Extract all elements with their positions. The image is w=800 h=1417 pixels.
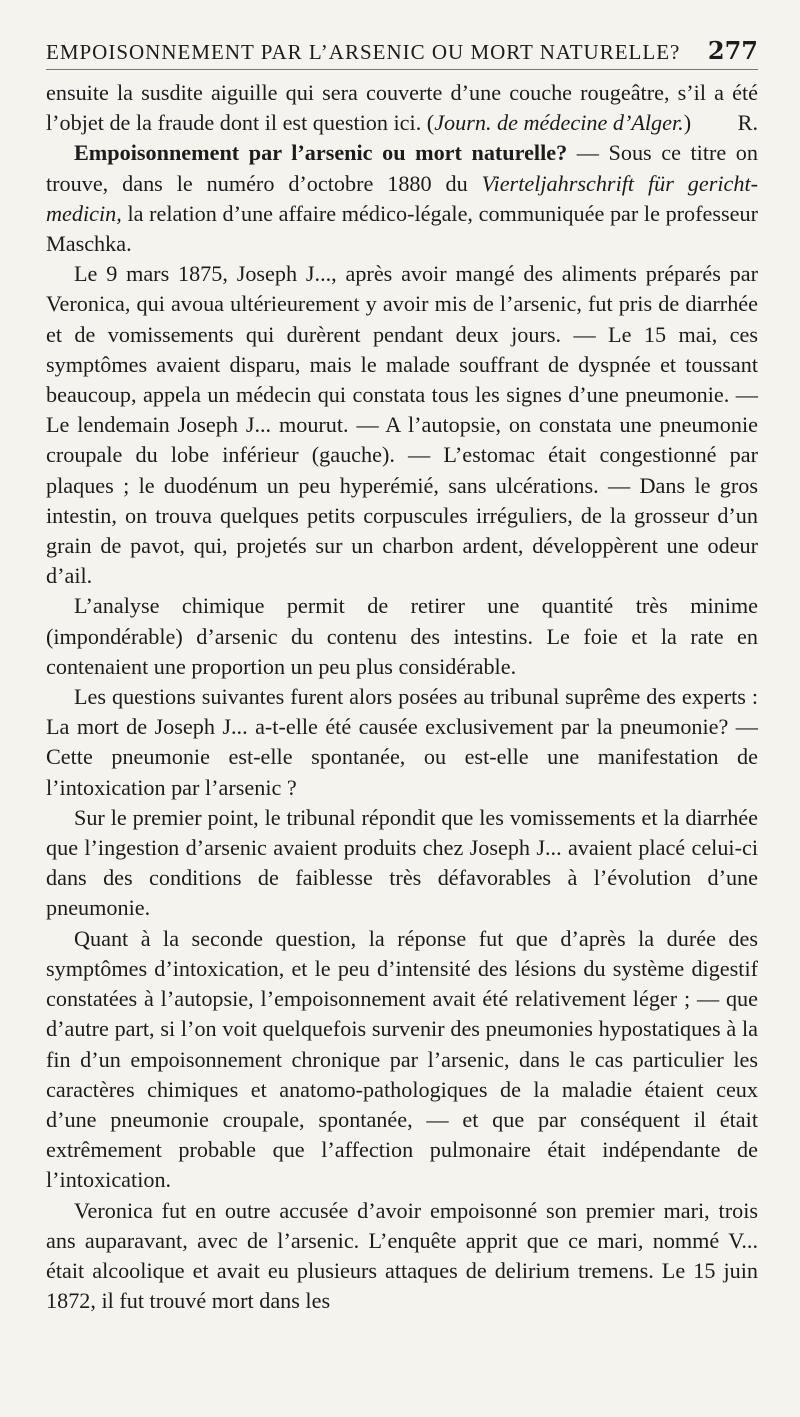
article-heading: Empoisonnement par l’arsenic ou mort naturelle? [74, 140, 568, 166]
paragraph: Quant à la seconde question, la réponse fut que d’après la durée des symptômes d’intoxication, et le peu d’intensité des lésions du système digestif constatées à l’autopsie, l’empoisonnement avait été relativement léger ; — que d’autre part, si l’on voit quelquefois survenir des pneumonies hypostatiques à la fin d’un empoisonnement chronique par l’arsenic, dans le cas particulier les caractères chimiques et anatomo-pathologiques de la maladie étaient ceux d’une pneumonie croupale, spontanée, — et que par conséquent il était extrêmement probable que l’affection pulmonaire était indépendante de l’intoxication. [46, 925, 758, 1193]
body-text [46, 78, 758, 1316]
paragraph: Sur le premier point, le tribunal répondit que les vomissements et la diarrhée que l’ingestion d’arsenic avaient produits chez Joseph J... avaient placé celui-ci dans des conditions de faiblesse très défavorables à l’évolution d’une pneumonie. [46, 804, 758, 921]
author-initial: R. [737, 110, 758, 136]
paragraph-text: la relation d’une affaire médico-légale, communiquée par le professeur Maschka. [46, 200, 758, 257]
paragraph: L’analyse chimique permit de retirer une quantité très minime (impondérable) d’arsenic du contenu des intestins. Le foie et la rate en contenaient une proportion un peu plus considérable. [46, 593, 758, 679]
running-head-title: EMPOISONNEMENT PAR L’ARSENIC OU MORT NATURELLE? [46, 40, 681, 64]
book-page [46, 36, 758, 1396]
paragraph: Le 9 mars 1875, Joseph J..., après avoir mangé des aliments préparés par Veronica, qui avoua ultérieurement y avoir mis de l’arsenic, fut pris de diarrhée et de vomissements qui durèrent pendant deux jours. — Le 15 mai, ces symptômes avaient disparu, mais le malade souffrant de dyspnée et toussant beaucoup, appela un médecin qui constata tous les signes d’une pneumonie. — Le lendemain Joseph J... mourut. — A l’autopsie, on constata une pneumonie croupale du lobe inférieur (gauche). — L’estomac était congestionné par plaques ; le duodénum un peu hyperémié, sans ulcérations. — Dans le gros intestin, on trouva quelques petits corpuscules irréguliers, de la grosseur d’un grain de pavot, qui, projetés sur un charbon ardent, développèrent une odeur d’ail. [46, 261, 758, 589]
paragraph: Les questions suivantes furent alors posées au tribunal suprême des experts : La mort de Joseph J... a-t-elle été causée exclusivement par la pneumonie? — Cette pneumonie est-elle spontanée, ou est-elle une manifestation de l’intoxication par l’arsenic ? [46, 684, 758, 800]
paragraph-text: ensuite la susdite aiguille qui sera couverte d’une couche rougeâtre, s’il a été l’objet de la fraude dont il est question ici. ( [46, 80, 758, 136]
paragraph-continuation [46, 78, 758, 138]
paragraph: Veronica fut en outre accusée d’avoir empoisonné son premier mari, trois ans auparavant, avec de l’arsenic. L’enquête apprit que ce mari, nommé V... était alcoolique et avait eu plusieurs attaques de delirium tremens. Le 15 juin 1872, il fut trouvé mort dans les [46, 1197, 758, 1314]
paragraph-text: — Sous ce titre on trouve, dans le numéro d’octobre 1880 du [46, 140, 758, 196]
citation-close: ) [683, 110, 692, 136]
running-head [46, 36, 758, 70]
journal-citation: Journ. de médecine d’Alger. [434, 110, 684, 136]
page-number: 277 [707, 36, 758, 65]
article-intro [46, 138, 758, 259]
journal-title: Vierteljahrschrift für gericht-medicin, [46, 170, 759, 226]
